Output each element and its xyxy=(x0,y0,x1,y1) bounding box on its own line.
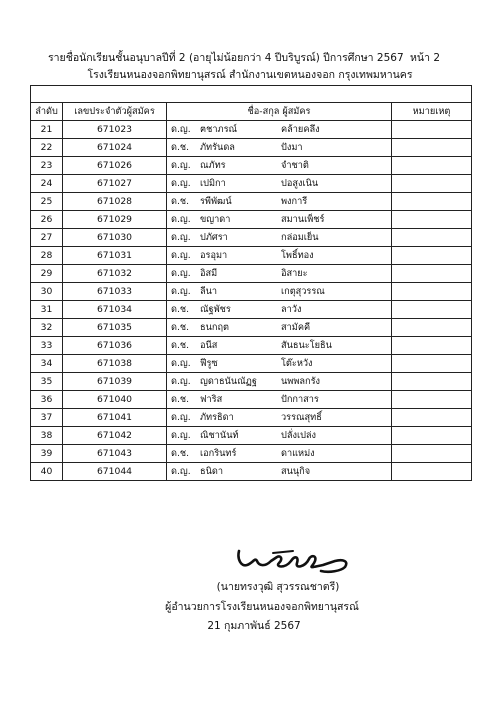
row-note xyxy=(392,319,472,337)
row-applicant-id: 671036 xyxy=(63,337,167,355)
row-applicant-id: 671030 xyxy=(63,229,167,247)
row-applicant-id: 671042 xyxy=(63,427,167,445)
row-prefix: ด.ช. xyxy=(171,142,190,153)
row-note xyxy=(392,211,472,229)
row-first-name: ณภัทร xyxy=(200,160,226,171)
row-no: 22 xyxy=(31,139,63,157)
row-last-name: จำชาติ xyxy=(281,160,309,171)
row-no: 32 xyxy=(31,319,63,337)
row-last-name: อิสายะ xyxy=(281,268,308,279)
row-note xyxy=(392,463,472,481)
blank-row xyxy=(31,86,472,103)
row-prefix: ด.ญ. xyxy=(171,250,191,261)
table-row xyxy=(31,445,472,463)
row-prefix: ด.ช. xyxy=(171,304,190,315)
row-first-name: ฟาริส xyxy=(200,394,223,405)
row-first-name: อนีส xyxy=(200,340,218,351)
row-applicant-id: 671034 xyxy=(63,301,167,319)
row-applicant-id: 671029 xyxy=(63,211,167,229)
row-last-name: ดาแหม่ง xyxy=(281,448,315,459)
row-first-name: รพีพัฒน์ xyxy=(200,196,232,207)
row-last-name: ปอสูงเนิน xyxy=(281,178,319,189)
row-prefix: ด.ญ. xyxy=(171,286,191,297)
table-row xyxy=(31,409,472,427)
row-name-cell xyxy=(167,247,392,265)
document-subtitle: โรงเรียนหนองจอกพิทยานุสรณ์ สำนักงานเขตหนองจอก กรุงเทพมหานคร xyxy=(87,69,413,81)
row-last-name: โพธิ์ทอง xyxy=(281,250,314,261)
table-row xyxy=(31,319,472,337)
row-prefix: ด.ญ. xyxy=(171,232,191,243)
row-applicant-id: 671038 xyxy=(63,355,167,373)
row-note xyxy=(392,337,472,355)
row-no: 30 xyxy=(31,283,63,301)
table-row xyxy=(31,193,472,211)
row-first-name: ญดาธนันณัฏฐ xyxy=(200,376,257,387)
row-no: 26 xyxy=(31,211,63,229)
row-applicant-id: 671023 xyxy=(63,121,167,139)
applicant-table xyxy=(30,85,472,481)
row-no: 28 xyxy=(31,247,63,265)
row-first-name: ขญาดา xyxy=(200,214,231,225)
row-first-name: ธนกฤต xyxy=(200,322,229,333)
row-no: 24 xyxy=(31,175,63,193)
row-prefix: ด.ช. xyxy=(171,322,190,333)
row-note xyxy=(392,445,472,463)
row-first-name: เอกรินทร์ xyxy=(200,448,237,459)
row-note xyxy=(392,427,472,445)
table-row xyxy=(31,427,472,445)
row-no: 23 xyxy=(31,157,63,175)
row-last-name: คล้ายคลึง xyxy=(281,124,320,135)
row-no: 35 xyxy=(31,373,63,391)
row-note xyxy=(392,409,472,427)
row-note xyxy=(392,301,472,319)
row-applicant-id: 671041 xyxy=(63,409,167,427)
row-note xyxy=(392,247,472,265)
row-no: 25 xyxy=(31,193,63,211)
row-first-name: ลีนา xyxy=(200,286,218,297)
row-first-name: เปมิกา xyxy=(200,178,226,189)
row-prefix: ด.ญ. xyxy=(171,214,191,225)
row-no: 36 xyxy=(31,391,63,409)
row-last-name: เกตุสุวรรณ xyxy=(281,286,325,297)
row-name-cell xyxy=(167,265,392,283)
row-name-cell xyxy=(167,319,392,337)
row-last-name: พงการี xyxy=(281,196,308,207)
row-name-cell xyxy=(167,139,392,157)
row-note xyxy=(392,391,472,409)
row-name-cell xyxy=(167,391,392,409)
row-applicant-id: 671040 xyxy=(63,391,167,409)
row-prefix: ด.ญ. xyxy=(171,178,191,189)
row-applicant-id: 671026 xyxy=(63,157,167,175)
row-no: 40 xyxy=(31,463,63,481)
document-title: รายชื่อนักเรียนชั้นอนุบาลปีที่ 2 (อายุไม่น้อยกว่า 4 ปีบริบูรณ์) ปีการศึกษา 2567 xyxy=(48,52,404,64)
table-row xyxy=(31,463,472,481)
row-note xyxy=(392,175,472,193)
row-name-cell xyxy=(167,283,392,301)
row-last-name: วรรณสุทธิ์ xyxy=(281,412,322,423)
row-last-name: สนนุกิจ xyxy=(281,466,311,477)
row-applicant-id: 671032 xyxy=(63,265,167,283)
row-prefix: ด.ญ. xyxy=(171,412,191,423)
row-note xyxy=(392,265,472,283)
row-name-cell xyxy=(167,355,392,373)
row-prefix: ด.ญ. xyxy=(171,268,191,279)
row-prefix: ด.ญ. xyxy=(171,124,191,135)
row-prefix: ด.ช. xyxy=(171,448,190,459)
row-note xyxy=(392,229,472,247)
row-note xyxy=(392,355,472,373)
table-row xyxy=(31,121,472,139)
row-name-cell xyxy=(167,427,392,445)
row-last-name: ปังมา xyxy=(281,142,303,153)
table-row xyxy=(31,157,472,175)
signed-date: 21 กุมภาพันธ์ 2567 xyxy=(207,620,301,632)
row-prefix: ด.ช. xyxy=(171,196,190,207)
row-last-name: ปลั่งเปล่ง xyxy=(281,430,317,441)
row-last-name: สันธนะโยธิน xyxy=(281,340,332,351)
row-no: 37 xyxy=(31,409,63,427)
row-applicant-id: 671027 xyxy=(63,175,167,193)
row-name-cell xyxy=(167,121,392,139)
row-prefix: ด.ญ. xyxy=(171,160,191,171)
row-first-name: ภัทรธิดา xyxy=(200,412,234,423)
row-no: 34 xyxy=(31,355,63,373)
row-no: 29 xyxy=(31,265,63,283)
row-prefix: ด.ช. xyxy=(171,340,190,351)
row-first-name: อรอุมา xyxy=(200,250,228,261)
row-applicant-id: 671028 xyxy=(63,193,167,211)
row-prefix: ด.ญ. xyxy=(171,376,191,387)
row-name-cell xyxy=(167,463,392,481)
row-no: 31 xyxy=(31,301,63,319)
row-first-name: ฅชาภรณ์ xyxy=(200,124,238,135)
row-name-cell xyxy=(167,301,392,319)
table-row xyxy=(31,373,472,391)
document-header xyxy=(0,47,500,83)
row-applicant-id: 671043 xyxy=(63,445,167,463)
row-no: 21 xyxy=(31,121,63,139)
row-first-name: ธนิดา xyxy=(200,466,224,477)
row-note xyxy=(392,283,472,301)
row-first-name: ปภัศรา xyxy=(200,232,228,243)
row-name-cell xyxy=(167,445,392,463)
row-first-name: ณัฐพัชร xyxy=(200,304,231,315)
table-row xyxy=(31,139,472,157)
row-note xyxy=(392,157,472,175)
row-name-cell xyxy=(167,373,392,391)
table-row xyxy=(31,391,472,409)
row-no: 38 xyxy=(31,427,63,445)
row-last-name: ลาวัง xyxy=(281,304,302,315)
page-number: หน้า 2 xyxy=(410,52,441,64)
header-id: เลขประจำตัวผู้สมัคร xyxy=(63,103,167,121)
row-no: 33 xyxy=(31,337,63,355)
row-prefix: ด.ญ. xyxy=(171,466,191,477)
header-line-1 xyxy=(0,47,500,67)
row-prefix: ด.ญ. xyxy=(171,358,191,369)
row-last-name: สามัคคี xyxy=(281,322,311,333)
row-applicant-id: 671039 xyxy=(63,373,167,391)
signer-position: ผู้อำนวยการโรงเรียนหนองจอกพิทยานุสรณ์ xyxy=(165,601,359,613)
row-applicant-id: 671031 xyxy=(63,247,167,265)
table-row xyxy=(31,229,472,247)
row-applicant-id: 671024 xyxy=(63,139,167,157)
row-name-cell xyxy=(167,211,392,229)
table-row xyxy=(31,355,472,373)
row-name-cell xyxy=(167,337,392,355)
row-name-cell xyxy=(167,229,392,247)
row-applicant-id: 671033 xyxy=(63,283,167,301)
row-first-name: ภัทรันดล xyxy=(200,142,235,153)
signature-image xyxy=(233,545,358,575)
row-note xyxy=(392,139,472,157)
row-no: 39 xyxy=(31,445,63,463)
table-row xyxy=(31,247,472,265)
row-applicant-id: 671035 xyxy=(63,319,167,337)
table-row xyxy=(31,301,472,319)
row-note xyxy=(392,373,472,391)
table-row xyxy=(31,337,472,355)
row-last-name: ปักกาสาร xyxy=(281,394,319,405)
row-applicant-id: 671044 xyxy=(63,463,167,481)
row-last-name: โต๊ะหวัง xyxy=(281,358,313,369)
row-name-cell xyxy=(167,193,392,211)
row-note xyxy=(392,193,472,211)
signer-name: (นายทรงวุฒิ สุวรรณชาตรี) xyxy=(216,581,340,593)
row-prefix: ด.ช. xyxy=(171,394,190,405)
table-row xyxy=(31,265,472,283)
table-header-row xyxy=(31,103,472,121)
row-prefix: ด.ญ. xyxy=(171,430,191,441)
row-first-name: ฟีรูซ xyxy=(200,358,218,369)
row-no: 27 xyxy=(31,229,63,247)
row-last-name: นพพลกรัง xyxy=(281,376,321,387)
header-note: หมายเหตุ xyxy=(392,103,472,121)
row-name-cell xyxy=(167,409,392,427)
table-row xyxy=(31,175,472,193)
row-first-name: ณิชานันท์ xyxy=(200,430,239,441)
row-last-name: กล่อมเย็น xyxy=(281,232,319,243)
header-name: ชื่อ-สกุล ผู้สมัคร xyxy=(167,103,392,121)
header-no: ลำดับ xyxy=(31,103,63,121)
table-row xyxy=(31,211,472,229)
table-row xyxy=(31,283,472,301)
row-name-cell xyxy=(167,157,392,175)
row-note xyxy=(392,121,472,139)
row-name-cell xyxy=(167,175,392,193)
row-last-name: สมานเพ็ชร์ xyxy=(281,214,325,225)
row-first-name: อิสมี xyxy=(200,268,218,279)
